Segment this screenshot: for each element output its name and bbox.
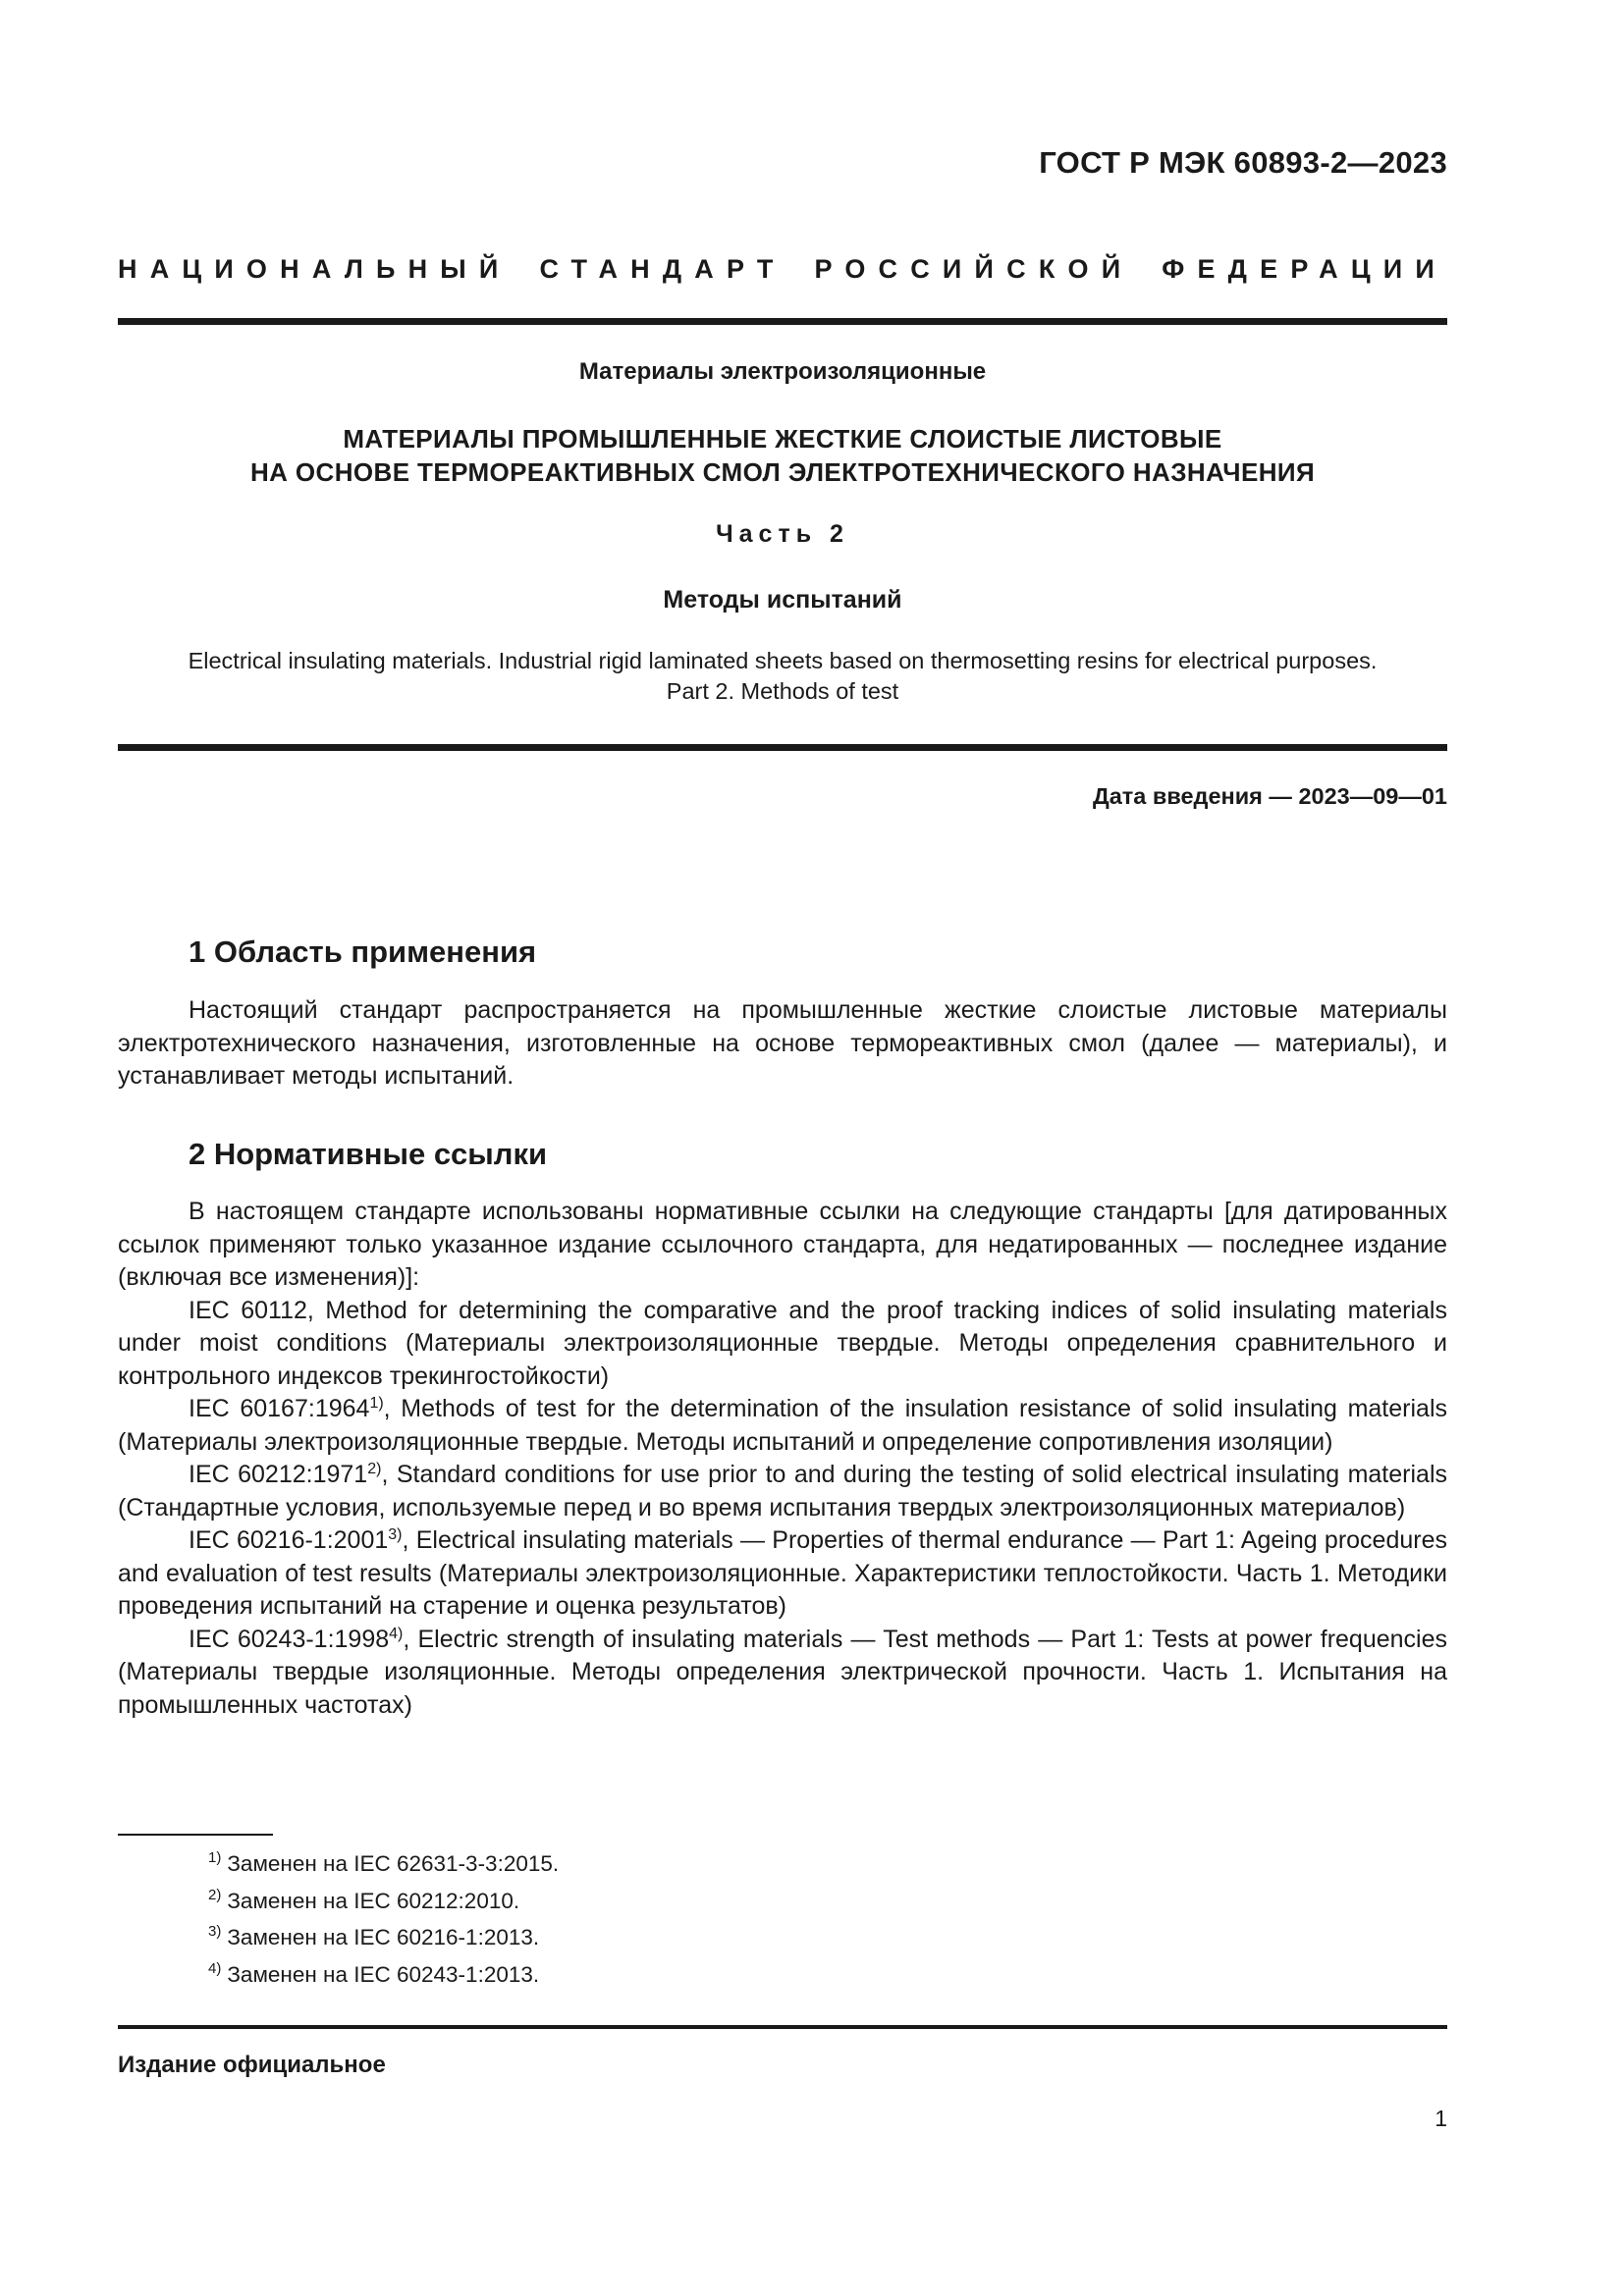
references-intro-paragraph: В настоящем стандарте использованы нормативные ссылки на следующие стандарты [для датированных ссылок применяют только указанное издание ссылочного стандарта, для недатированных — последнее издание (включая все изменения)]: <box>118 1198 1447 1291</box>
reference-code: IEC 60167:1964 <box>189 1395 370 1422</box>
section-heading-scope: 1 Область применения <box>189 934 537 969</box>
footnote-item <box>208 1919 559 1956</box>
footer-divider <box>118 2025 1447 2029</box>
footnote-text: Заменен на IEC 60216-1:2013. <box>227 1925 540 1949</box>
footnote-mark: 4) <box>208 1959 222 1977</box>
reference-code: IEC 60212:1971 <box>189 1461 368 1488</box>
reference-text: , Electric strength of insulating materials — Test methods — Part 1: Tests at power frequencies (Материалы твердые изоляционные. Методы определения электрической прочности. Часть 1. Испытания на промышленных частотах) <box>118 1625 1447 1719</box>
footnote-separator <box>118 1834 273 1836</box>
group-title: Материалы электроизоляционные <box>578 358 987 385</box>
footnote-marker: 4) <box>389 1625 404 1642</box>
official-edition-label: Издание официальное <box>118 2052 386 2078</box>
english-title <box>118 646 1447 707</box>
main-title-line-1: МАТЕРИАЛЫ ПРОМЫШЛЕННЫЕ ЖЕСТКИЕ СЛОИСТЫЕ ЛИСТОВЫЕ <box>343 424 1222 454</box>
footnote-marker: 1) <box>369 1395 384 1412</box>
introduction-date: Дата введения — 2023—09—01 <box>1092 783 1447 809</box>
footnote-marker: 2) <box>367 1461 382 1477</box>
footnote-item <box>208 1883 559 1920</box>
english-title-line-1: Electrical insulating materials. Industrial rigid laminated sheets based on thermosetting resins for electrical purposes. <box>188 648 1378 673</box>
normative-references <box>118 1196 1447 1722</box>
footnote-text: Заменен на IEC 60243-1:2013. <box>227 1961 540 1987</box>
reference-item <box>118 1393 1447 1459</box>
reference-text: , Standard conditions for use prior to and during the testing of solid electrical insulating materials (Стандартные условия, используемые перед и во время испытания твердых электроизоляционных материалов) <box>118 1461 1447 1522</box>
footnote-text: Заменен на IEC 60212:2010. <box>227 1888 520 1913</box>
reference-text: , Methods of test for the determination of the insulation resistance of solid insulating materials (Материалы электроизоляционные твердые. Методы испытаний и определение сопротивления изоляции) <box>118 1395 1447 1456</box>
reference-text: , Method for determining the comparative and the proof tracking indices of solid insulating materials under moist conditions (Материалы электроизоляционные твердые. Методы определения сравнительного и контрольного индексов трекингостойкости) <box>118 1296 1447 1390</box>
reference-code: IEC 60216-1:2001 <box>189 1526 389 1554</box>
reference-item <box>118 1524 1447 1624</box>
reference-text: , Electrical insulating materials — Properties of thermal endurance — Part 1: Ageing procedures and evaluation of test results (Материалы электроизоляционные. Характеристики теплостойкости. Часть 1. Методики проведения испытаний на старение и оценка результатов) <box>118 1526 1447 1620</box>
reference-code: IEC 60112 <box>189 1296 307 1324</box>
footnote-marker: 3) <box>388 1526 403 1543</box>
footnote-text: Заменен на IEC 62631-3-3:2015. <box>227 1851 560 1876</box>
footnote-mark: 3) <box>208 1923 222 1940</box>
footnote-mark: 1) <box>208 1849 222 1866</box>
national-standard-banner: НАЦИОНАЛЬНЫЙ СТАНДАРТ РОССИЙСКОЙ ФЕДЕРАЦИИ <box>118 254 1447 284</box>
main-title-line-2: НА ОСНОВЕ ТЕРМОРЕАКТИВНЫХ СМОЛ ЭЛЕКТРОТЕХНИЧЕСКОГО НАЗНАЧЕНИЯ <box>249 457 1316 487</box>
footnote-item <box>208 1956 559 1994</box>
footnote-item <box>208 1845 559 1883</box>
document-code: ГОСТ Р МЭК 60893-2—2023 <box>1039 145 1447 180</box>
title-divider <box>118 744 1447 751</box>
reference-item <box>118 1624 1447 1723</box>
scope-paragraph: Настоящий стандарт распространяется на промышленные жесткие слоистые листовые материалы электротехнического назначения, изготовленные на основе термореактивных смол (далее — материалы), и устанавливает методы испытаний. <box>118 996 1447 1090</box>
page-number: 1 <box>1435 2106 1447 2131</box>
section-heading-normative-references: 2 Нормативные ссылки <box>189 1137 548 1171</box>
english-title-line-2: Part 2. Methods of test <box>666 678 899 704</box>
reference-item <box>118 1459 1447 1524</box>
header-divider <box>118 318 1447 325</box>
footnotes <box>208 1845 559 1993</box>
subtitle: Методы испытаний <box>663 586 902 614</box>
reference-item <box>118 1295 1447 1394</box>
main-title <box>118 422 1447 489</box>
reference-code: IEC 60243-1:1998 <box>189 1625 390 1653</box>
part-label: Часть 2 <box>716 520 849 548</box>
footnote-mark: 2) <box>208 1886 222 1903</box>
